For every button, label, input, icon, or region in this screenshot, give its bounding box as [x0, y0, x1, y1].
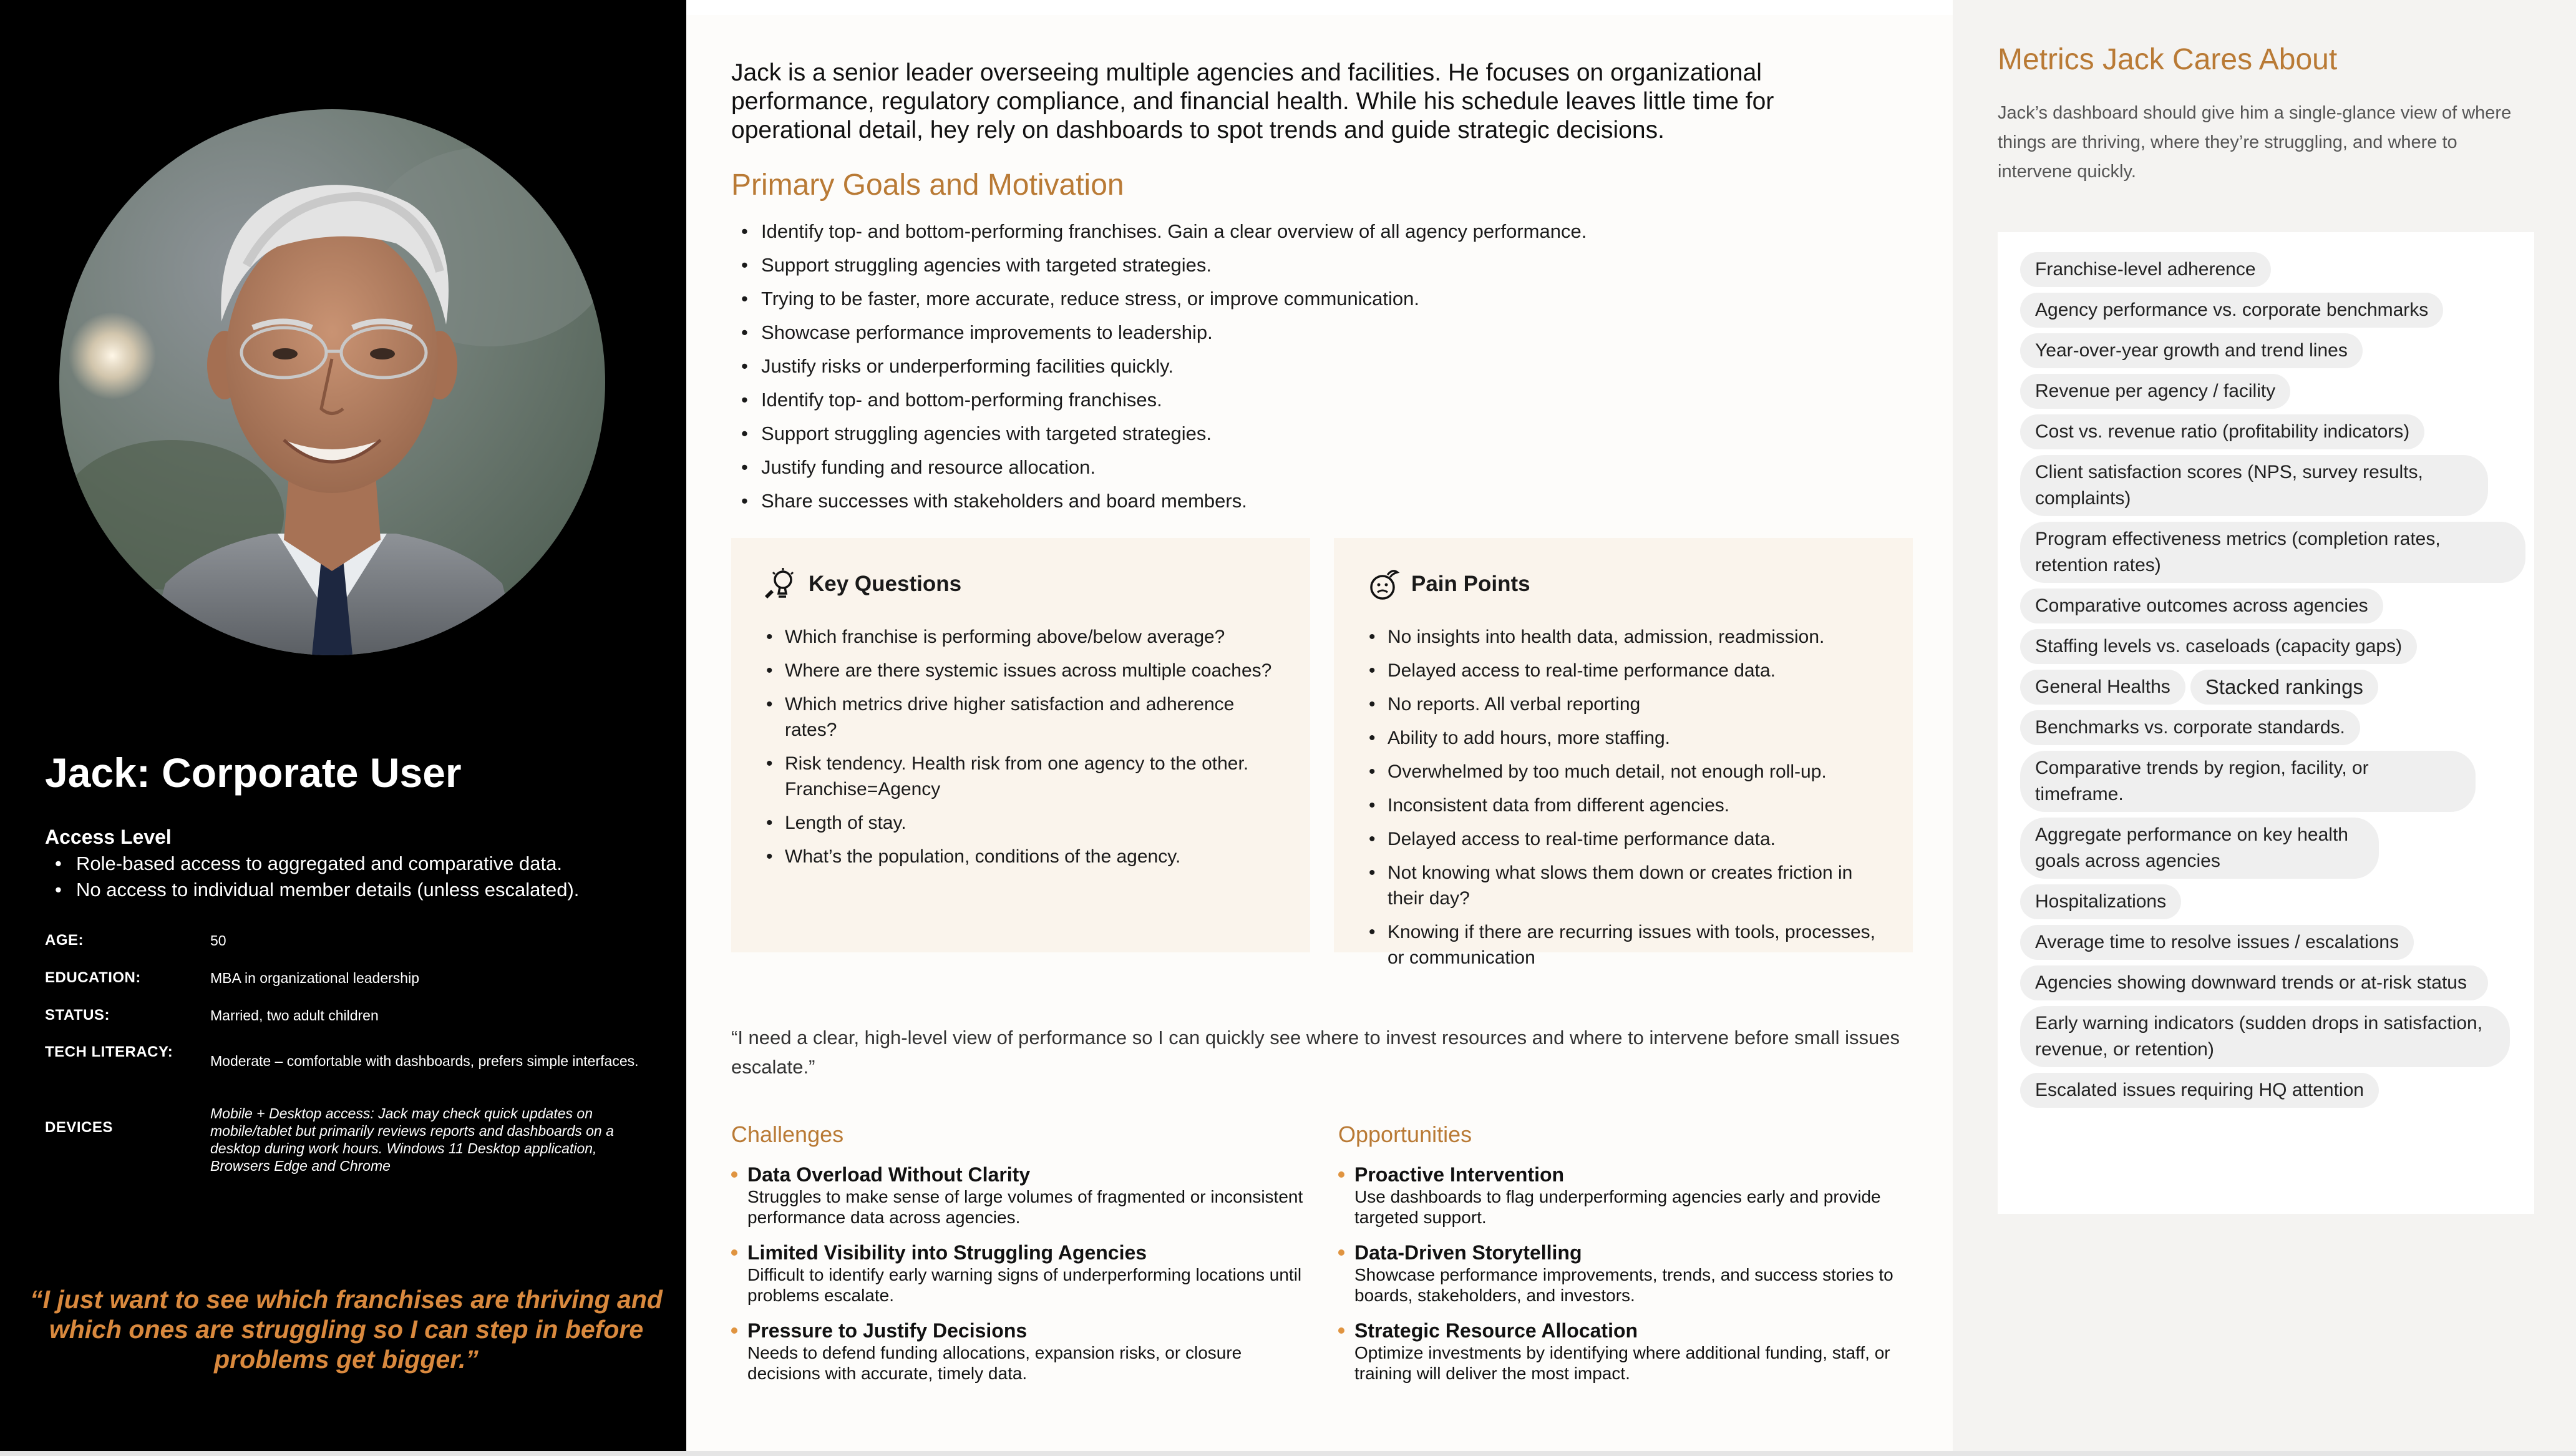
goal-item: • Identify top- and bottom-performing franchises. — [741, 383, 1587, 417]
pain-point-item: • Not knowing what slows them down or creates friction in their day? — [1369, 860, 1893, 911]
access-item: • Role-based access to aggregated and comparative data. — [55, 851, 579, 877]
profile-tech-literacy — [45, 1043, 644, 1070]
goals-heading: Primary Goals and Motivation — [731, 169, 1124, 202]
metric-tag: Benchmarks vs. corporate standards. — [2020, 710, 2360, 745]
goal-item: • Support struggling agencies with targeted strategies. — [741, 248, 1587, 282]
access-level-heading: Access Level — [45, 826, 172, 848]
metric-tag: Program effectiveness metrics (completion rates, retention rates) — [2020, 522, 2525, 583]
metric-tag: General Healths — [2020, 670, 2185, 705]
metric-tag: Early warning indicators (sudden drops in satisfaction, revenue, or retention) — [2020, 1006, 2510, 1067]
metric-tag: Aggregate performance on key health goals across agencies — [2020, 818, 2379, 879]
profile-education — [45, 969, 644, 987]
profile-value: MBA in organizational leadership — [210, 970, 419, 986]
profile-status — [45, 1007, 644, 1024]
metric-tag: Agency performance vs. corporate benchmarks — [2020, 293, 2443, 328]
persona-name: Jack: Corporate User — [45, 750, 462, 796]
pain-points-card — [1334, 538, 1913, 968]
leadership-quote: “I need a clear, high-level view of performance so I can quickly see where to invest resources and where to intervene before small issues escalate.” — [731, 1027, 1900, 1078]
challenge-item — [731, 1319, 1311, 1384]
question-item: • Where are there systemic issues across multiple coaches? — [766, 658, 1290, 683]
goal-item: • Trying to be faster, more accurate, reduce stress, or improve communication. — [741, 282, 1587, 316]
profile-age — [45, 932, 644, 949]
challenge-item — [731, 1241, 1311, 1306]
profile-label: STATUS: — [45, 1007, 110, 1024]
challenge-title: Data Overload Without Clarity — [747, 1163, 1031, 1186]
persona-quote: “I just want to see which franchises are thriving and which ones are struggling so I can step in before problems get bigger.” — [30, 1285, 663, 1374]
profile-value: Mobile + Desktop access: Jack may check quick updates on mobile/tablet but primarily reviews reports and dashboards on a desktop during work hours. Windows 11 Desktop application, Browsers Edge and Chrome — [210, 1105, 614, 1174]
challenges-list — [731, 1163, 1311, 1397]
metric-tag: Hospitalizations — [2020, 884, 2181, 919]
metrics-panel — [1953, 0, 2576, 1451]
persona-intro: Jack is a senior leader overseeing multiple agencies and facilities. He focuses on organizational performance, regulatory compliance, and financial health. While his schedule leaves little time for operational detail, hey rely on dashboards to spot trends and guide strategic decisions. — [731, 59, 1774, 144]
goal-item: • Support struggling agencies with targeted strategies. — [741, 417, 1587, 451]
metrics-subtitle: Jack’s dashboard should give him a single-glance view of where things are thriving, where they’re struggling, and where to intervene quickly. — [1998, 103, 2512, 182]
pain-points-header — [1365, 566, 1530, 602]
profile-devices — [45, 1105, 644, 1175]
opportunity-item — [1338, 1241, 1918, 1306]
opportunity-title: Strategic Resource Allocation — [1354, 1319, 1638, 1342]
pain-point-item: • Delayed access to real-time performance data. — [1369, 658, 1893, 683]
frustrated-face-icon — [1365, 566, 1401, 602]
metric-tag: Agencies showing downward trends or at-risk status — [2020, 965, 2488, 1000]
opportunity-item — [1338, 1319, 1918, 1384]
profile-value: 50 — [210, 932, 226, 949]
pain-points-list — [1369, 624, 1893, 979]
profile-label: EDUCATION: — [45, 969, 141, 986]
metrics-heading: Metrics Jack Cares About — [1998, 43, 2338, 76]
profile-value: Married, two adult children — [210, 1007, 379, 1024]
opportunity-desc: Optimize investments by identifying where additional funding, staff, or training will deliver the most impact. — [1354, 1343, 1890, 1383]
pain-point-item: • Knowing if there are recurring issues with tools, processes, or communication — [1369, 919, 1893, 970]
metric-tag: Client satisfaction scores (NPS, survey results, complaints) — [2020, 455, 2488, 516]
opportunities-heading: Opportunities — [1338, 1121, 1472, 1147]
opportunity-title: Data-Driven Storytelling — [1354, 1241, 1582, 1264]
goal-item: • Justify risks or underperforming facilities quickly. — [741, 349, 1587, 383]
metric-tag: Staffing levels vs. caseloads (capacity gaps) — [2020, 629, 2417, 664]
metric-tag: Average time to resolve issues / escalations — [2020, 925, 2414, 960]
profile-label: AGE: — [45, 932, 84, 949]
question-item: • Risk tendency. Health risk from one agency to the other. Franchise=Agency — [766, 751, 1290, 802]
challenge-desc: Struggles to make sense of large volumes of fragmented or inconsistent performance data across agencies. — [747, 1187, 1303, 1227]
challenge-item — [731, 1163, 1311, 1228]
key-questions-title: Key Questions — [809, 572, 962, 596]
key-questions-card — [731, 538, 1310, 952]
question-item: • Which metrics drive higher satisfaction and adherence rates? — [766, 691, 1290, 743]
profile-label: TECH LITERACY: — [45, 1043, 173, 1060]
pain-point-item: • Ability to add hours, more staffing. — [1369, 725, 1893, 751]
persona-photo — [59, 109, 605, 655]
opportunities-list — [1338, 1163, 1918, 1397]
persona-sidebar — [0, 0, 686, 1451]
challenge-desc: Needs to defend funding allocations, expansion risks, or closure decisions with accurate, timely data. — [747, 1343, 1242, 1383]
goal-item: • Identify top- and bottom-performing franchises. Gain a clear overview of all agency performance. — [741, 215, 1587, 248]
pain-point-item: • Delayed access to real-time performance data. — [1369, 826, 1893, 852]
pain-point-item: • Inconsistent data from different agencies. — [1369, 793, 1893, 818]
metric-tag: Comparative outcomes across agencies — [2020, 589, 2383, 623]
profile-value: Moderate – comfortable with dashboards, prefers simple interfaces. — [210, 1053, 639, 1069]
question-item: • Length of stay. — [766, 810, 1290, 836]
profile-label: DEVICES — [45, 1119, 113, 1136]
goal-item: • Justify funding and resource allocation. — [741, 451, 1587, 484]
lightbulb-icon — [762, 566, 799, 602]
access-item: • No access to individual member details (unless escalated). — [55, 877, 579, 903]
question-item: • What’s the population, conditions of the agency. — [766, 844, 1290, 869]
pain-points-title: Pain Points — [1411, 572, 1530, 596]
goals-list — [741, 215, 1587, 518]
metric-tag: Cost vs. revenue ratio (profitability indicators) — [2020, 414, 2424, 449]
metric-tags — [2020, 252, 2538, 1113]
pain-point-item: • Overwhelmed by too much detail, not enough roll-up. — [1369, 759, 1893, 784]
opportunity-desc: Use dashboards to flag underperforming agencies early and provide targeted support. — [1354, 1187, 1881, 1227]
challenge-desc: Difficult to identify early warning signs of underperforming locations until problems escalate. — [747, 1265, 1302, 1305]
opportunity-title: Proactive Intervention — [1354, 1163, 1565, 1186]
challenge-title: Limited Visibility into Struggling Agencies — [747, 1241, 1147, 1264]
goal-item: • Showcase performance improvements to leadership. — [741, 316, 1587, 349]
opportunity-item — [1338, 1163, 1918, 1228]
metric-tag: Year-over-year growth and trend lines — [2020, 333, 2363, 368]
metrics-tag-box — [1998, 232, 2534, 1214]
metric-tag: Escalated issues requiring HQ attention — [2020, 1073, 2379, 1108]
key-questions-list — [766, 624, 1290, 877]
pain-point-item: • No reports. All verbal reporting — [1369, 691, 1893, 717]
challenge-title: Pressure to Justify Decisions — [747, 1319, 1028, 1342]
metric-tag: Franchise-level adherence — [2020, 252, 2271, 287]
key-questions-header — [762, 566, 961, 602]
main-content — [686, 15, 1953, 1451]
challenges-heading: Challenges — [731, 1121, 844, 1147]
metric-tag: Stacked rankings — [2190, 670, 2378, 705]
metric-tag: Comparative trends by region, facility, or timeframe. — [2020, 751, 2476, 812]
access-level-list — [55, 851, 579, 903]
page-bottom-border — [0, 1451, 2576, 1456]
question-item: • Which franchise is performing above/below average? — [766, 624, 1290, 650]
goal-item: • Share successes with stakeholders and board members. — [741, 484, 1587, 518]
opportunity-desc: Showcase performance improvements, trends, and success stories to boards, stakeholders, and investors. — [1354, 1265, 1893, 1305]
pain-point-item: • No insights into health data, admission, readmission. — [1369, 624, 1893, 650]
metric-tag: Revenue per agency / facility — [2020, 374, 2290, 409]
